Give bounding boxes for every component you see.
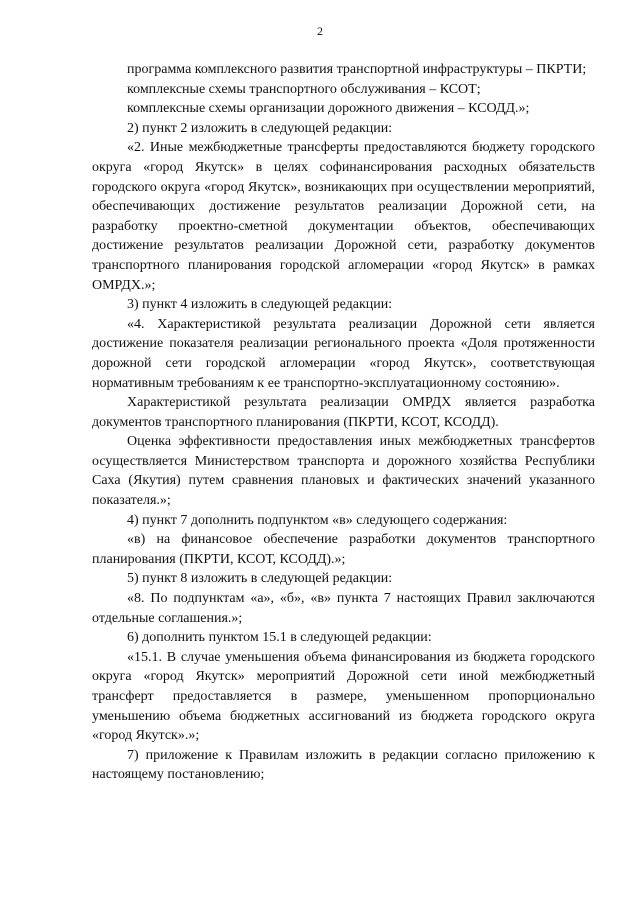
- paragraph-ksot: комплексные схемы транспортного обслуживания – КСОТ;: [127, 81, 481, 97]
- paragraph-item-3-text: «4. Характеристикой результата реализации Дорожной сети является достижение показателя реализации регионального проекта «Доля протяженности дорожной сети городской агломерации «город Якутск», соответствующая нормативным требованиям к ее транспортно-эксплуатационному состоянию».: [92, 316, 595, 391]
- paragraph-item-4-heading: 4) пункт 7 дополнить подпунктом «в» следующего содержания:: [127, 512, 508, 528]
- paragraph-ksodd: комплексные схемы организации дорожного движения – КСОДД.»;: [127, 101, 530, 117]
- paragraph-item-2-text: «2. Иные межбюджетные трансферты предоставляются бюджету городского округа «город Якутск» в целях софинансирования расходных обязательств городского округа «город Якутск», возникающих при осуществлении мероприятий, обеспечивающих достижение результатов реализации Дорожной сети, на разработку проектно-сметной документации объектов, обеспечивающих достижение результатов реализации Дорожной сети, разработку документов транспортного планирования городской агломерации «город Якутск» в рамках ОМРДХ.»;: [92, 140, 595, 293]
- paragraph-evaluation: Оценка эффективности предоставления иных межбюджетных трансфертов осуществляется Министерством транспорта и дорожного хозяйства Республики Саха (Якутия) путем сравнения плановых и фактических значений указанного показателя.»;: [92, 434, 595, 509]
- paragraph-item-4-text: «в) на финансовое обеспечение разработки документов транспортного планирования (ПКРТИ, КСОТ, КСОДД).»;: [92, 532, 595, 567]
- paragraph-omrdh-result: Характеристикой результата реализации ОМРДХ является разработка документов транспортного планирования (ПКРТИ, КСОТ, КСОДД).: [92, 395, 595, 430]
- paragraph-item-3-heading: 3) пункт 4 изложить в следующей редакции:: [127, 297, 393, 313]
- paragraph-item-2-heading: 2) пункт 2 изложить в следующей редакции:: [127, 120, 393, 136]
- paragraph-item-6-text: «15.1. В случае уменьшения объема финансирования из бюджета городского округа «город Якутск» мероприятий Дорожной сети иной межбюджетный трансферт предоставляется в размере, уменьшенном пропорционально уменьшению объема бюджетных ассигнований из бюджета городского округа «город Якутск».»;: [92, 649, 595, 744]
- document-body: [92, 60, 595, 785]
- paragraph-item-6-heading: 6) дополнить пунктом 15.1 в следующей редакции:: [127, 630, 432, 646]
- page-number: 2: [317, 24, 323, 38]
- paragraph-item-5-heading: 5) пункт 8 изложить в следующей редакции:: [127, 571, 393, 587]
- paragraph-item-7: 7) приложение к Правилам изложить в редакции согласно приложению к настоящему постановлению;: [92, 747, 595, 783]
- paragraph-item-5-text: «8. По подпунктам «а», «б», «в» пункта 7 настоящих Правил заключаются отдельные соглашения.»;: [92, 591, 595, 626]
- paragraph-pkrti: программа комплексного развития транспортной инфраструктуры – ПКРТИ;: [127, 62, 587, 77]
